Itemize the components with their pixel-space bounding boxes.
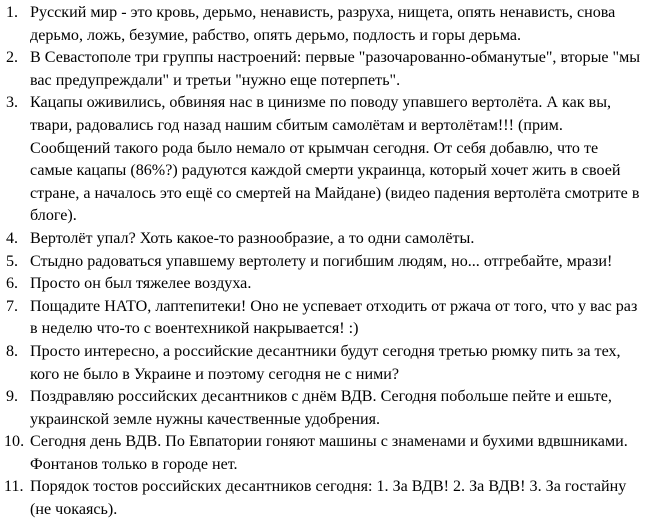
item-number: 2. [6,49,19,67]
item-number: 5. [6,252,19,270]
list-item [6,476,644,521]
item-text: Русский мир - это кровь, дерьмо, ненависть, разруха, нищета, опять ненависть, снова дерьмо, ложь, безумие, рабство, опять дерьмо, подлость и горы дерьма. [30,4,616,44]
item-number: 1. [6,4,19,21]
list-item [6,251,644,274]
list-item [6,273,644,296]
item-text: В Севастополе три группы настроений: первые "разочарованно-обманутые", вторые "мы вас предупреждали" и третьи "нужно еще потерпеть". [30,49,641,89]
item-text: Сегодня день ВДВ. По Евпатории гоняют машины с знаменами и бухими вдвшниками. Фонтанов только в городе нет. [30,433,628,473]
list-item [6,228,644,251]
list-item [6,386,644,431]
item-text: Просто он был тяжелее воздуха. [30,275,252,293]
item-number: 7. [6,297,19,315]
item-text: Кацапы оживились, обвиняя нас в цинизме по поводу упавшего вертолёта. А как вы, твари, радовались год назад нашим сбитым самолётам и вертолётам!!! (прим. Сообщений такого рода было немало от крымчан сегодня. От себя добавлю, что те самые кацапы (86%?) радуются каждой смерти украинца, который хочет жить в своей стране, а началось это ещё со смертей на Майдане) (видео падения вертолёта смотрите в блоге). [30,94,640,225]
item-number: 3. [6,94,19,112]
item-number: 9. [6,388,19,406]
list-item [6,47,644,92]
list-item [6,2,644,47]
item-text: Порядок тостов российских десантников сегодня: 1. За ВДВ! 2. За ВДВ! 3. За гостайну (не чокаясь). [30,478,627,519]
list-item [6,92,644,228]
list-item [6,341,644,386]
item-number: 8. [6,342,19,360]
list-item [6,431,644,476]
item-text: Пощадите НАТО, лаптепитеки! Оно не успевает отходить от ржача от того, что у вас раз в неделю что-то с воентехникой накрывается! :) [30,297,638,338]
item-text: Поздравляю российских десантников с днём ВДВ. Сегодня побольше пейте и ешьте, украинской земле нужны качественные удобрения. [30,388,612,428]
item-number: 10. [4,433,25,451]
numbered-list [6,2,644,522]
item-text: Просто интересно, а российские десантники будут сегодня третью рюмку пить за тех, кого не было в Украине и поэтому сегодня не с ними? [30,342,621,383]
item-number: 11. [4,478,24,496]
item-number: 6. [6,275,19,293]
list-item [6,296,644,341]
item-text: Вертолёт упал? Хоть какое-то разнообразие, а то одни самолёты. [30,229,475,247]
item-number: 4. [6,229,19,247]
item-text: Стыдно радоваться упавшему вертолету и погибшим людям, но... отгребайте, мрази! [30,252,613,270]
